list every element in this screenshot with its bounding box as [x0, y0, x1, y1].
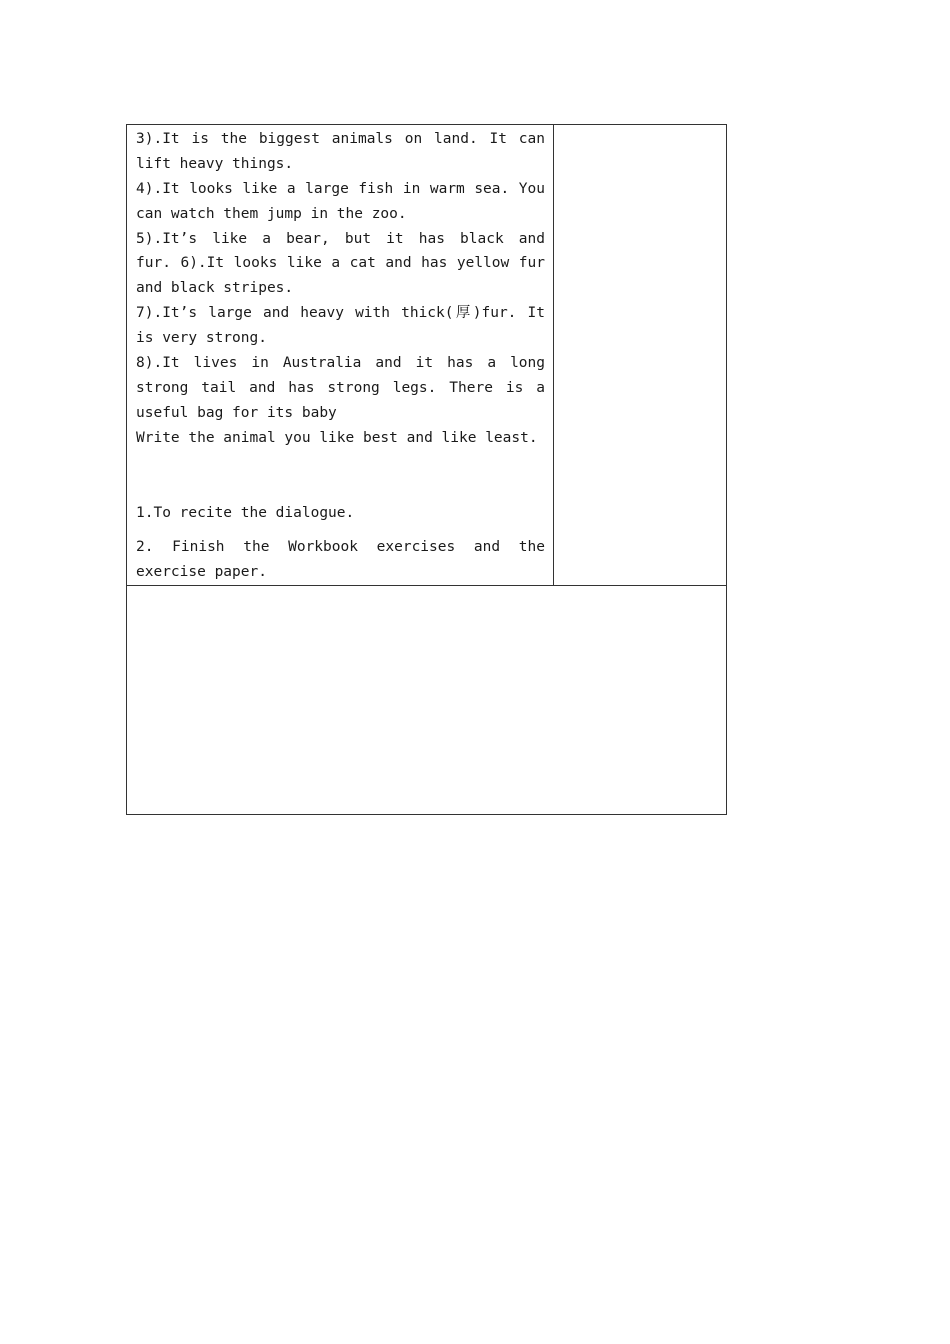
text-line: lift heavy things.	[136, 155, 294, 172]
text-line: 7).It’s large and heavy with thick(厚)fur. It	[136, 305, 545, 322]
notes-cell	[554, 125, 727, 586]
homework-line: exercise paper.	[136, 564, 267, 581]
text-line: useful bag for its baby	[136, 404, 337, 421]
table-row	[127, 586, 727, 815]
table-row	[127, 125, 727, 586]
text-line: can watch them jump in the zoo.	[136, 205, 407, 222]
blank-space	[136, 451, 545, 501]
homework-line: 2. Finish the Workbook exercises and the	[136, 539, 545, 556]
text-line: and black stripes.	[136, 280, 294, 297]
text-line: 4).It looks like a large fish in warm sea. You	[136, 180, 545, 197]
text-line: 5).It’s like a bear, but it has black and	[136, 230, 545, 247]
text-line: strong tail and has strong legs. There is a	[136, 379, 545, 396]
exercise-text	[127, 125, 553, 585]
text-line: Write the animal you like best and like least.	[136, 429, 538, 446]
content-cell	[127, 125, 554, 586]
text-line: 3).It is the biggest animals on land. It can	[136, 131, 545, 147]
homework-line: 1.To recite the dialogue.	[136, 504, 355, 521]
reflection-cell	[127, 586, 727, 815]
text-line: is very strong.	[136, 330, 267, 347]
text-line: 8).It lives in Australia and it has a long	[136, 355, 545, 372]
blank-space	[136, 525, 545, 535]
text-line: fur. 6).It looks like a cat and has yellow fur	[136, 255, 545, 272]
lesson-table	[126, 124, 727, 815]
